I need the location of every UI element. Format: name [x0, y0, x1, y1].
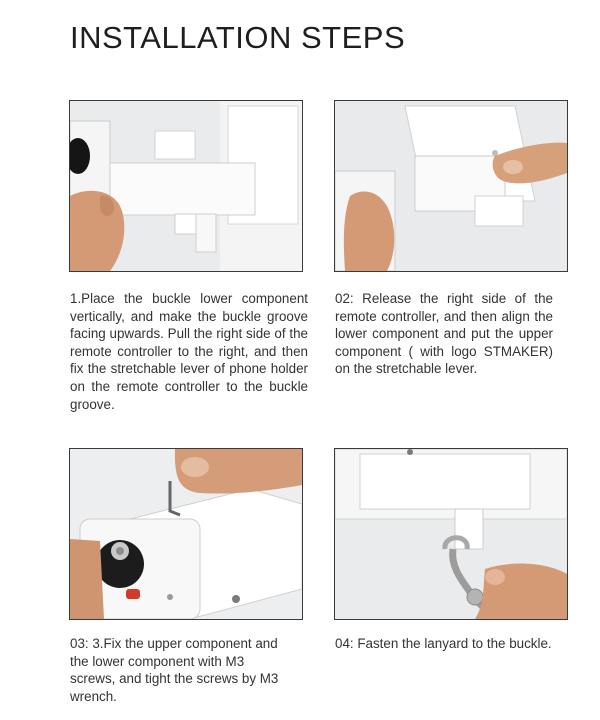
step-4-photo — [334, 448, 568, 620]
step-4-caption: 04: Fasten the lanyard to the buckle. — [335, 636, 552, 651]
step-3-illustration — [70, 449, 302, 619]
step-1-caption: 1.Place the buckle lower component vertically, and make the buckle groove facing upwards. Pull the right side of the remote controller to the right, and then fix the stretchable lever of phone holder on the remote controller to the buckle groove. — [70, 291, 308, 412]
step-4-illustration — [335, 449, 567, 619]
step-2-caption: 02: Release the right side of the remote controller, and then align the lower component and put the upper component ( with logo STMAKER) on the stretchable lever. — [335, 291, 553, 377]
step-1-photo — [69, 100, 303, 272]
step-1-illustration — [70, 101, 302, 271]
step-3-photo — [69, 448, 303, 620]
step-2-illustration — [335, 101, 567, 271]
step-3-caption: 03: 3.Fix the upper component and the lower component with M3 screws, and tight the screws by M3 wrench. — [70, 636, 279, 704]
page-title: INSTALLATION STEPS — [70, 20, 406, 55]
step-2-photo — [334, 100, 568, 272]
